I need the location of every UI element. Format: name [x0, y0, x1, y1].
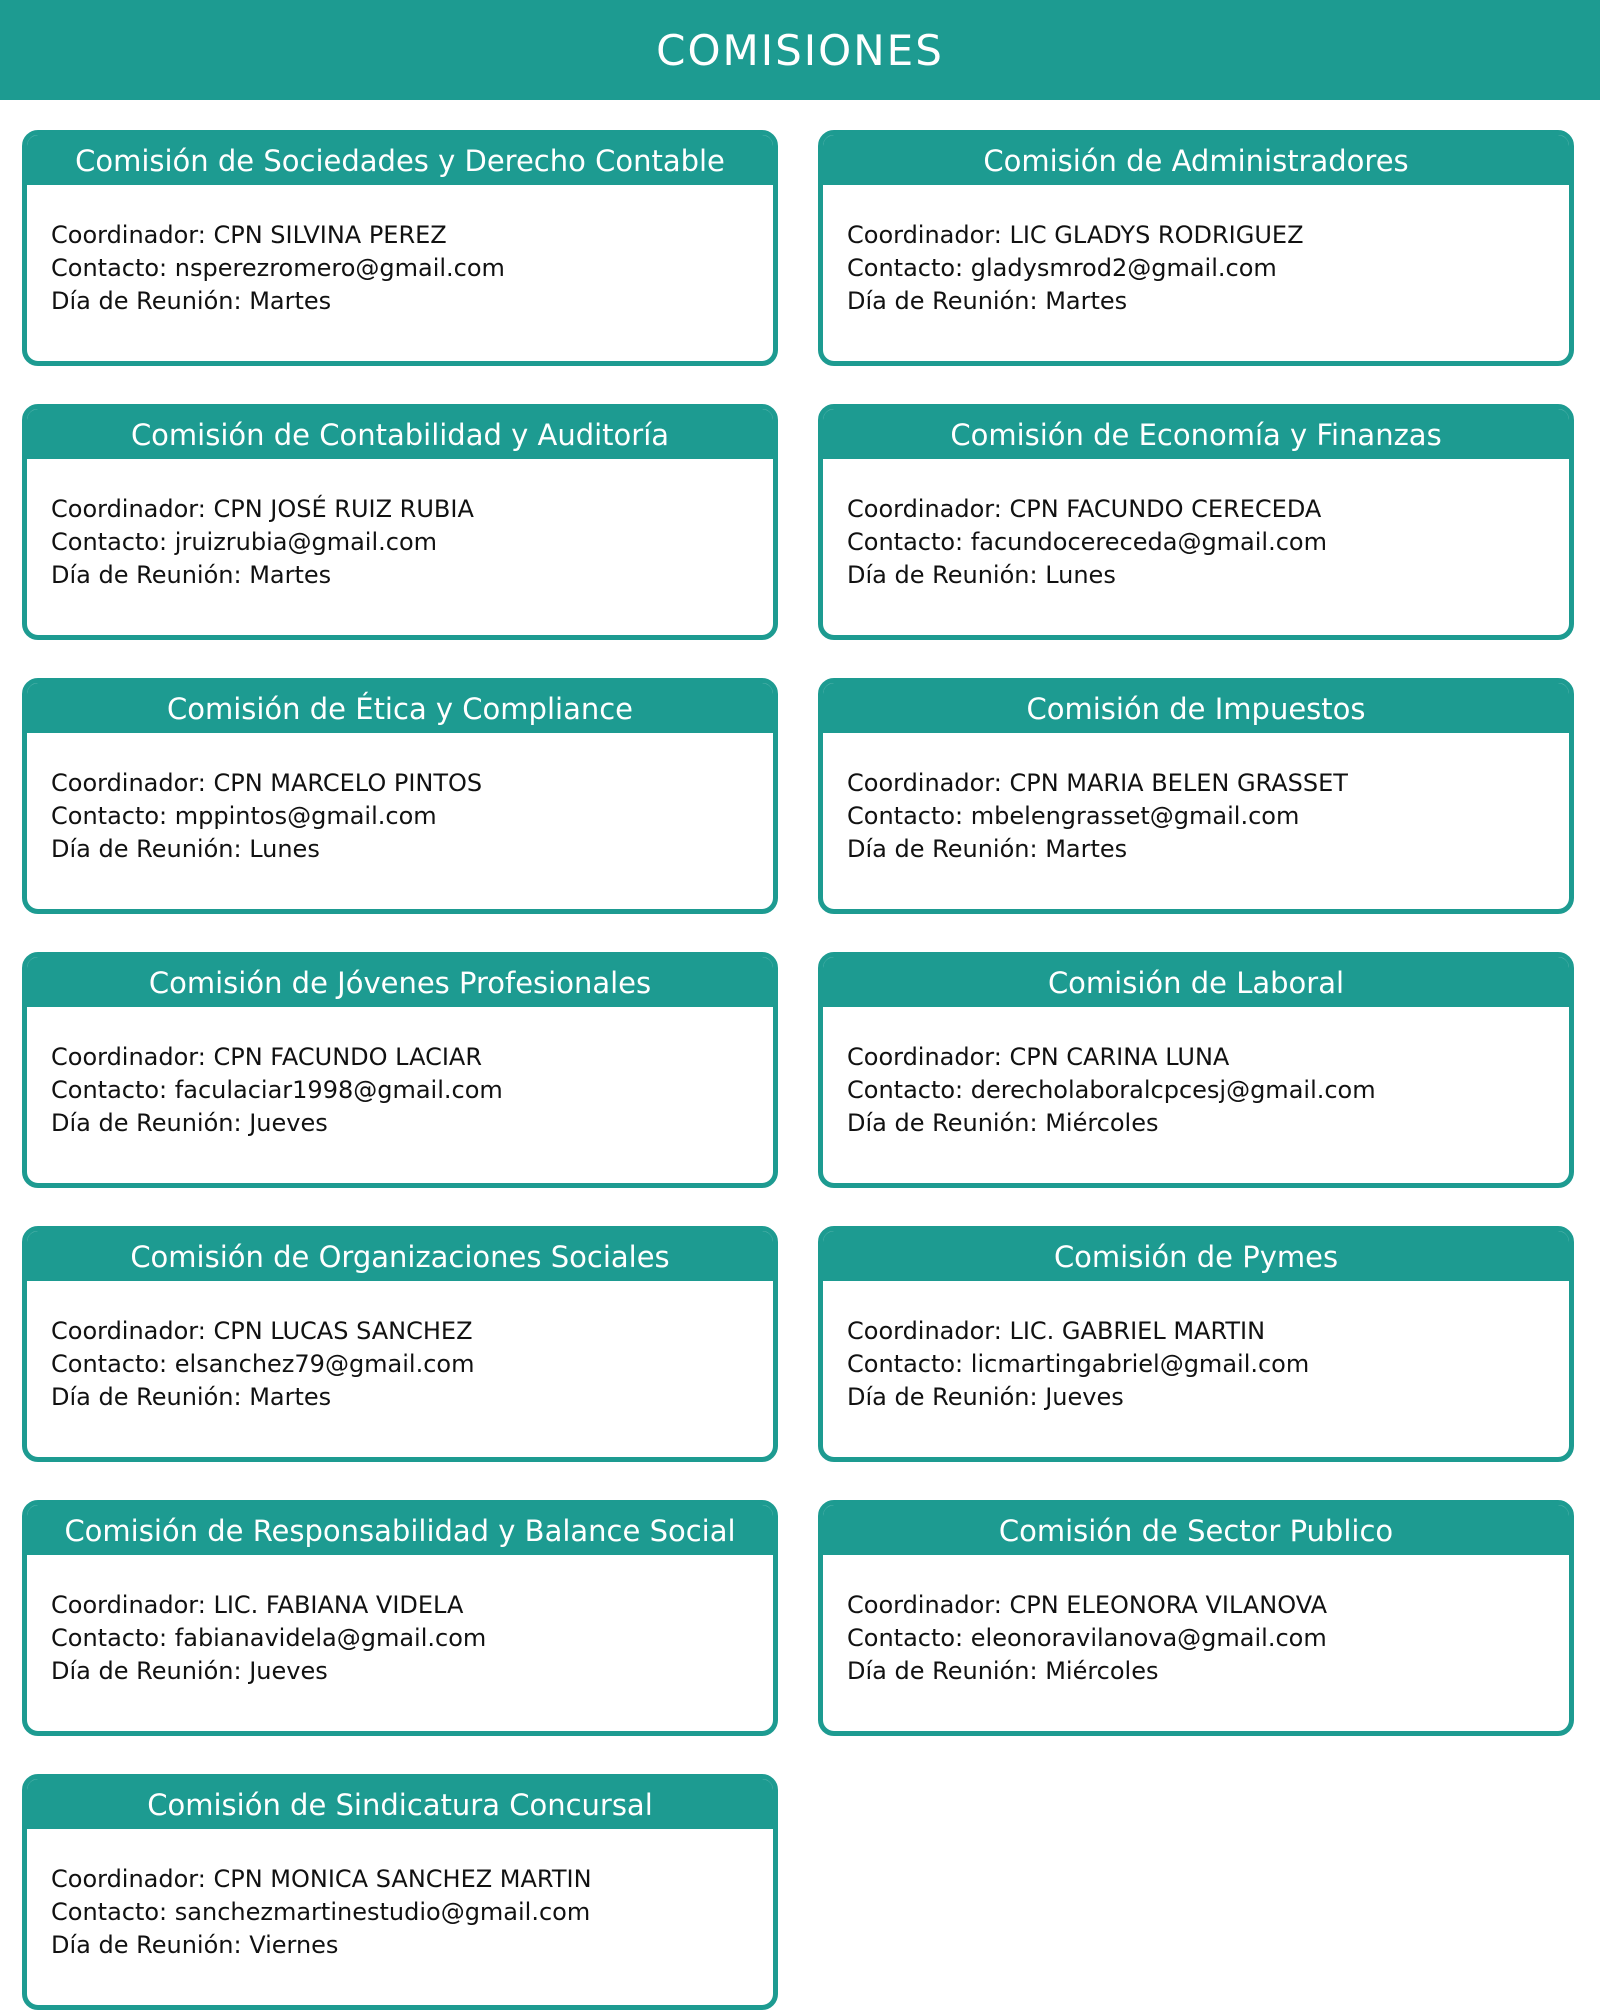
meeting-day-label: Día de Reunión:	[51, 1931, 250, 1959]
meeting-day-label: Día de Reunión:	[51, 1109, 250, 1137]
meeting-day: Martes	[249, 561, 332, 589]
commission-card	[22, 678, 778, 914]
coordinator-name: LIC GLADYS RODRIGUEZ	[1009, 221, 1304, 249]
contact-line	[51, 1074, 773, 1107]
coordinator-line	[847, 767, 1569, 800]
meeting-day-label: Día de Reunión:	[51, 1657, 250, 1685]
commission-details	[823, 1007, 1569, 1140]
commission-title: Comisión de Pymes	[823, 1231, 1569, 1281]
coordinator-line	[847, 1041, 1569, 1074]
contact-line	[847, 526, 1569, 559]
meeting-day-label: Día de Reunión:	[847, 561, 1046, 589]
meeting-day: Viernes	[249, 1931, 339, 1959]
commission-details	[27, 1007, 773, 1140]
coordinator-name: CPN ELEONORA VILANOVA	[1009, 1591, 1328, 1619]
commission-title: Comisión de Administradores	[823, 135, 1569, 185]
coordinator-name: CPN JOSÉ RUIZ RUBIA	[213, 495, 474, 523]
coordinator-label: Coordinador:	[51, 1043, 214, 1071]
coordinator-label: Coordinador:	[847, 495, 1010, 523]
commission-card	[22, 1500, 778, 1736]
meeting-day-label: Día de Reunión:	[51, 561, 250, 589]
commission-card	[22, 1774, 778, 2010]
coordinator-line	[51, 767, 773, 800]
coordinator-label: Coordinador:	[51, 769, 214, 797]
meeting-day-line	[51, 1655, 773, 1688]
coordinator-label: Coordinador:	[51, 1317, 214, 1345]
coordinator-name: CPN SILVINA PEREZ	[213, 221, 447, 249]
contact-email[interactable]: elsanchez79@gmail.com	[174, 1350, 475, 1378]
commission-title: Comisión de Sindicatura Concursal	[27, 1779, 773, 1829]
contact-line	[847, 252, 1569, 285]
commission-card	[818, 130, 1574, 366]
commission-details	[27, 1555, 773, 1688]
commission-details	[823, 733, 1569, 866]
coordinator-name: CPN MONICA SANCHEZ MARTIN	[213, 1865, 592, 1893]
coordinator-name: CPN CARINA LUNA	[1009, 1043, 1230, 1071]
commission-details	[27, 459, 773, 592]
contact-label: Contacto:	[847, 254, 971, 282]
commission-title: Comisión de Sector Publico	[823, 1505, 1569, 1555]
contact-email[interactable]: derecholaboralcpcesj@gmail.com	[970, 1076, 1376, 1104]
coordinator-label: Coordinador:	[847, 1591, 1010, 1619]
meeting-day-label: Día de Reunión:	[51, 1383, 250, 1411]
meeting-day: Miércoles	[1045, 1657, 1159, 1685]
commission-title: Comisión de Impuestos	[823, 683, 1569, 733]
coordinator-line	[847, 1315, 1569, 1348]
commission-title: Comisión de Laboral	[823, 957, 1569, 1007]
commission-title: Comisión de Sociedades y Derecho Contable	[27, 135, 773, 185]
contact-email[interactable]: fabianavidela@gmail.com	[174, 1624, 487, 1652]
commission-card	[818, 1500, 1574, 1736]
contact-label: Contacto:	[847, 802, 971, 830]
contact-email[interactable]: licmartingabriel@gmail.com	[970, 1350, 1310, 1378]
contact-email[interactable]: gladysmrod2@gmail.com	[970, 254, 1277, 282]
commission-title: Comisión de Contabilidad y Auditoría	[27, 409, 773, 459]
meeting-day-line	[847, 1381, 1569, 1414]
commission-card	[818, 678, 1574, 914]
coordinator-line	[847, 493, 1569, 526]
contact-email[interactable]: mppintos@gmail.com	[174, 802, 437, 830]
coordinator-name: CPN MARIA BELEN GRASSET	[1009, 769, 1348, 797]
commission-card	[22, 1226, 778, 1462]
contact-line	[51, 252, 773, 285]
meeting-day: Jueves	[249, 1109, 328, 1137]
commission-card	[818, 1226, 1574, 1462]
coordinator-label: Coordinador:	[847, 221, 1010, 249]
contact-email[interactable]: eleonoravilanova@gmail.com	[970, 1624, 1327, 1652]
coordinator-line	[847, 1589, 1569, 1622]
commission-title: Comisión de Ética y Compliance	[27, 683, 773, 733]
coordinator-name: CPN LUCAS SANCHEZ	[213, 1317, 473, 1345]
commission-title: Comisión de Responsabilidad y Balance Social	[27, 1505, 773, 1555]
coordinator-line	[51, 493, 773, 526]
coordinator-label: Coordinador:	[51, 1865, 214, 1893]
coordinator-line	[51, 1315, 773, 1348]
commission-title: Comisión de Jóvenes Profesionales	[27, 957, 773, 1007]
coordinator-label: Coordinador:	[51, 1591, 214, 1619]
coordinator-label: Coordinador:	[51, 495, 214, 523]
contact-email[interactable]: jruizrubia@gmail.com	[174, 528, 438, 556]
meeting-day-label: Día de Reunión:	[847, 1657, 1046, 1685]
page-title: COMISIONES	[656, 25, 944, 75]
contact-email[interactable]: faculaciar1998@gmail.com	[174, 1076, 503, 1104]
meeting-day-line	[847, 833, 1569, 866]
meeting-day: Lunes	[249, 835, 320, 863]
meeting-day: Martes	[1045, 287, 1128, 315]
commission-card	[22, 130, 778, 366]
meeting-day-line	[51, 1107, 773, 1140]
meeting-day-line	[847, 285, 1569, 318]
contact-line	[51, 526, 773, 559]
commission-card	[22, 952, 778, 1188]
meeting-day-line	[51, 559, 773, 592]
commission-details	[27, 733, 773, 866]
coordinator-name: CPN FACUNDO CERECEDA	[1009, 495, 1322, 523]
meeting-day-label: Día de Reunión:	[847, 1383, 1046, 1411]
contact-line	[51, 1622, 773, 1655]
coordinator-label: Coordinador:	[847, 769, 1010, 797]
meeting-day-label: Día de Reunión:	[847, 835, 1046, 863]
contact-email[interactable]: facundocereceda@gmail.com	[970, 528, 1327, 556]
commission-card	[818, 404, 1574, 640]
contact-label: Contacto:	[51, 1624, 175, 1652]
commission-title: Comisión de Economía y Finanzas	[823, 409, 1569, 459]
commission-details	[27, 1281, 773, 1414]
meeting-day: Miércoles	[1045, 1109, 1159, 1137]
meeting-day-line	[847, 1107, 1569, 1140]
contact-label: Contacto:	[51, 528, 175, 556]
contact-label: Contacto:	[51, 1076, 175, 1104]
commission-title: Comisión de Organizaciones Sociales	[27, 1231, 773, 1281]
coordinator-name: CPN MARCELO PINTOS	[213, 769, 483, 797]
commission-details	[823, 1555, 1569, 1688]
commission-details	[27, 1829, 773, 1962]
commission-details	[823, 459, 1569, 592]
contact-line	[847, 1348, 1569, 1381]
coordinator-label: Coordinador:	[847, 1043, 1010, 1071]
meeting-day: Lunes	[1045, 561, 1116, 589]
contact-line	[847, 1622, 1569, 1655]
coordinator-label: Coordinador:	[847, 1317, 1010, 1345]
meeting-day: Jueves	[1045, 1383, 1124, 1411]
coordinator-name: LIC. GABRIEL MARTIN	[1009, 1317, 1266, 1345]
contact-line	[847, 1074, 1569, 1107]
contact-line	[51, 1896, 773, 1929]
meeting-day-line	[847, 1655, 1569, 1688]
meeting-day-label: Día de Reunión:	[51, 287, 250, 315]
commission-card	[818, 952, 1574, 1188]
meeting-day-line	[847, 559, 1569, 592]
commission-details	[27, 185, 773, 318]
contact-line	[847, 800, 1569, 833]
coordinator-line	[51, 219, 773, 252]
commission-details	[823, 185, 1569, 318]
coordinator-label: Coordinador:	[51, 221, 214, 249]
coordinator-line	[51, 1041, 773, 1074]
contact-email[interactable]: mbelengrasset@gmail.com	[970, 802, 1300, 830]
contact-label: Contacto:	[51, 1898, 175, 1926]
meeting-day: Martes	[249, 287, 332, 315]
page-header	[0, 0, 1600, 100]
contact-label: Contacto:	[847, 1624, 971, 1652]
meeting-day-line	[51, 1381, 773, 1414]
meeting-day: Martes	[249, 1383, 332, 1411]
meeting-day: Jueves	[249, 1657, 328, 1685]
coordinator-line	[51, 1863, 773, 1896]
contact-label: Contacto:	[51, 254, 175, 282]
meeting-day: Martes	[1045, 835, 1128, 863]
commission-card	[22, 404, 778, 640]
meeting-day-line	[51, 833, 773, 866]
coordinator-name: LIC. FABIANA VIDELA	[213, 1591, 464, 1619]
meeting-day-line	[51, 285, 773, 318]
commission-details	[823, 1281, 1569, 1414]
meeting-day-label: Día de Reunión:	[847, 287, 1046, 315]
coordinator-line	[847, 219, 1569, 252]
coordinator-name: CPN FACUNDO LACIAR	[213, 1043, 483, 1071]
meeting-day-label: Día de Reunión:	[847, 1109, 1046, 1137]
contact-label: Contacto:	[847, 1076, 971, 1104]
contact-label: Contacto:	[847, 528, 971, 556]
contact-label: Contacto:	[847, 1350, 971, 1378]
contact-label: Contacto:	[51, 1350, 175, 1378]
meeting-day-label: Día de Reunión:	[51, 835, 250, 863]
commissions-grid	[22, 130, 1574, 2010]
coordinator-line	[51, 1589, 773, 1622]
contact-line	[51, 1348, 773, 1381]
contact-email[interactable]: sanchezmartinestudio@gmail.com	[174, 1898, 591, 1926]
contact-label: Contacto:	[51, 802, 175, 830]
meeting-day-line	[51, 1929, 773, 1962]
contact-line	[51, 800, 773, 833]
contact-email[interactable]: nsperezromero@gmail.com	[174, 254, 505, 282]
